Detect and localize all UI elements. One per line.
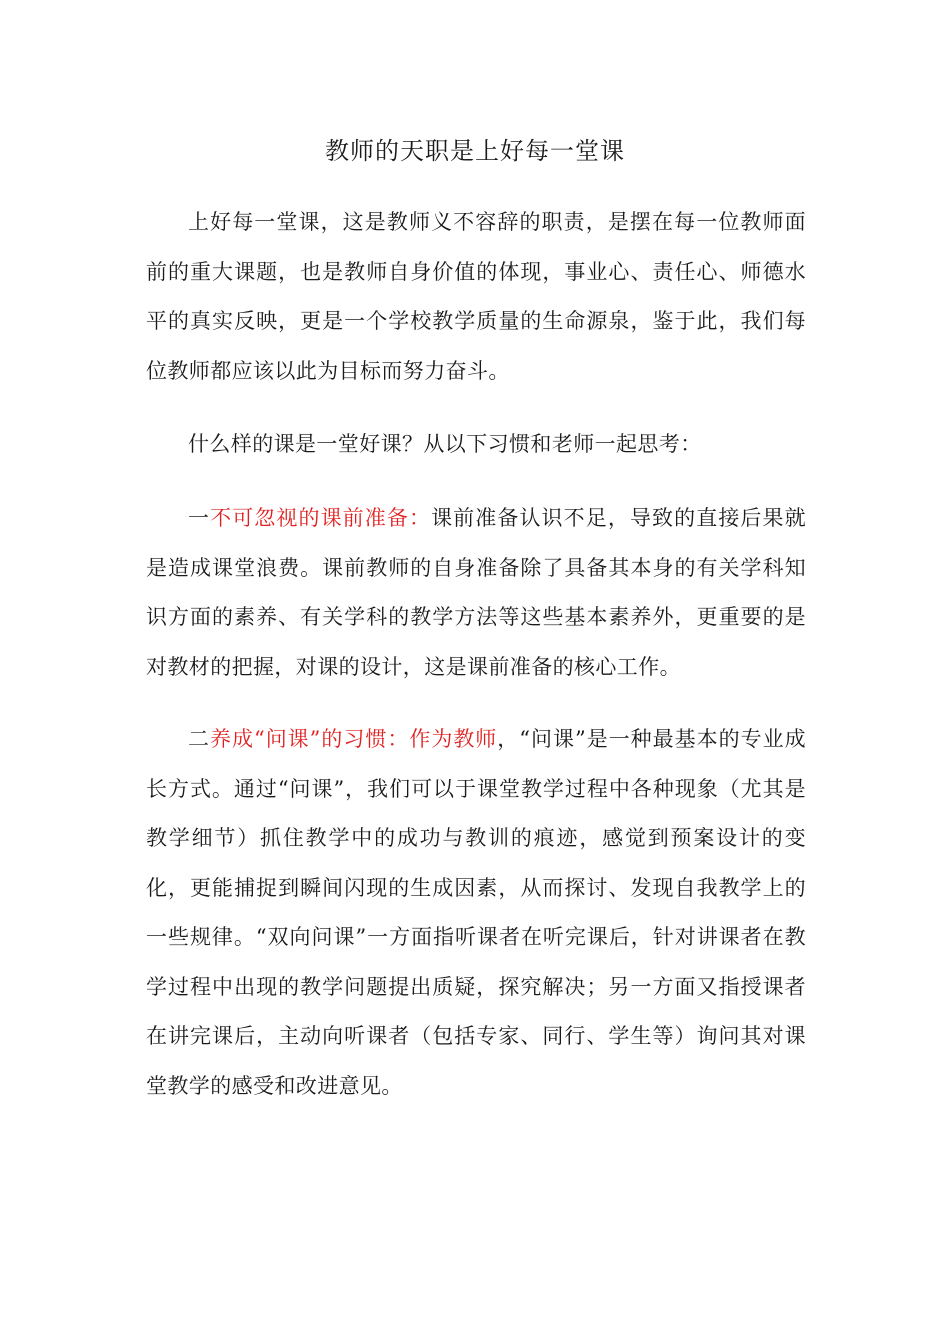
paragraph-intro xyxy=(146,198,806,396)
section-one-text: 课前准备认识不足，导致的直接后果就是造成课堂浪费。课前教师的自身准备除了具备其本身的有关学科知识方面的素养、有关学科的教学方法等这些基本素养外，更重要的是对教材的把握，对课的设计，这是课前准备的核心工作。 xyxy=(146,506,807,679)
paragraph-intro-text: 上好每一堂课，这是教师义不容辞的职责，是摆在每一位教师面前的重大课题，也是教师自身价值的体现，事业心、责任心、师德水平的真实反映，更是一个学校教学质量的生命源泉，鉴于此，我们每位教师都应该以此为目标而努力奋斗。 xyxy=(146,210,806,383)
section-one-paragraph xyxy=(146,494,806,692)
section-two-paragraph xyxy=(146,715,806,1111)
section-one-heading: 不可忽视的课前准备： xyxy=(210,506,432,530)
section-one-number: 一 xyxy=(188,506,211,530)
section-two-number: 二 xyxy=(188,727,210,751)
document-title: 教师的天职是上好每一堂课 xyxy=(325,137,625,165)
paragraph-question xyxy=(146,420,806,470)
section-two-text: ，“问课”是一种最基本的专业成长方式。通过“问课”，我们可以于课堂教学过程中各种现象（尤其是教学细节）抓住教学中的成功与教训的痕迹，感觉到预案设计的变化，更能捕捉到瞬间闪现的生成因素，从而探讨、发现自我教学上的一些规律。“双向问课”一方面指听课者在听完课后，针对讲课者在教学过程中出现的教学问题提出质疑，探究解决；另一方面又指授课者在讲完课后，主动向听课者（包括专家、同行、学生等）询问其对课堂教学的感受和改进意见。 xyxy=(146,727,806,1098)
section-two-heading: 养成“问课”的习惯：作为教师 xyxy=(210,727,498,751)
paragraph-question-text: 什么样的课是一堂好课？从以下习惯和老师一起思考： xyxy=(188,432,702,456)
